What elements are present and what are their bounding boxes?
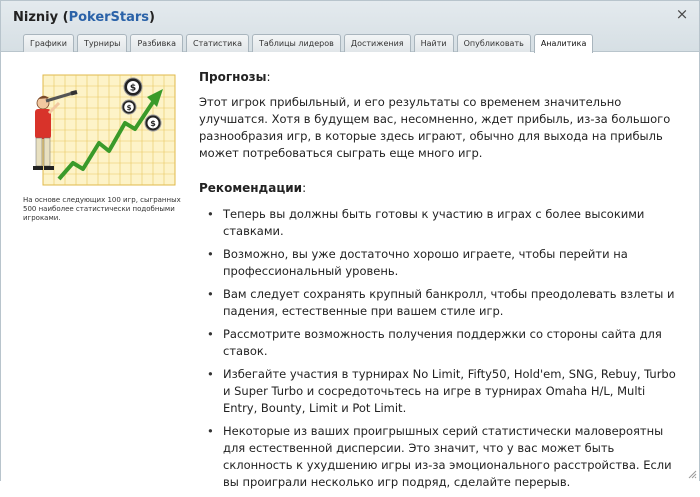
tab-statistics[interactable]: Статистика	[186, 34, 249, 52]
svg-text:$: $	[126, 104, 132, 112]
recommendations-heading-text: Рекомендации	[199, 181, 303, 195]
recommendations-list	[199, 206, 679, 491]
forecast-heading-text: Прогнозы	[199, 70, 267, 84]
forecast-text: Этот игрок прибыльный, и его результаты со временем значительно улучшатся. Хотя в будущем вас, несомненно, ждет прибыль, из-за большого разнообразия игр, в которые здесь играют, обычно для выхода на прибыль может потребоваться сыграть еще много игр.	[199, 95, 671, 160]
tab-publish[interactable]: Опубликовать	[457, 34, 531, 52]
svg-text:$: $	[129, 83, 137, 94]
dollar-coin-icon	[145, 115, 161, 131]
window-title	[13, 10, 155, 25]
tab-leaderboards[interactable]: Таблицы лидеров	[252, 34, 341, 52]
analytics-content	[1, 53, 699, 489]
tab-tournaments[interactable]: Турниры	[77, 34, 128, 52]
recommendations-heading-colon: :	[302, 181, 307, 195]
tab-achievements[interactable]: Достижения	[344, 34, 411, 52]
recommendation-item: • Теперь вы должны быть готовы к участию в играх с более высокими ставками.	[207, 206, 679, 240]
analysis-text	[199, 67, 679, 497]
close-icon[interactable]: ×	[675, 5, 689, 23]
tab-find[interactable]: Найти	[414, 34, 454, 52]
tab-bar	[23, 34, 593, 53]
forecast-heading	[199, 67, 679, 87]
illustration-caption: На основе следующих 100 игр, сыгранных 500 наиболее статистически подобными игроками.	[23, 196, 181, 222]
title-paren-open: (	[58, 10, 69, 25]
tab-analytics[interactable]: Аналитика	[534, 34, 594, 53]
recommendations-heading	[199, 178, 679, 198]
svg-text:$: $	[150, 119, 156, 128]
dollar-coin-icon	[124, 78, 142, 96]
recommendation-item: • Вам следует сохранять крупный банкролл, чтобы преодолевать взлеты и падения, естественные при вашем стиле игр.	[207, 286, 679, 320]
site-link[interactable]: PokerStars	[68, 10, 150, 25]
title-paren-close: )	[149, 10, 155, 25]
recommendation-item: • Некоторые из ваших проигрышных серий статистически маловероятны для естественной дисперсии. Это значит, что у вас может быть склонность к ухудшению игры из-за эмоционального расстройства. Если вы проиграли несколько игр подряд, сделайте перерыв.	[207, 423, 679, 491]
recommendation-item: • Избегайте участия в турнирах No Limit, Fifty50, Hold'em, SNG, Rebuy, Turbo и Super Turbo и сосредоточьтесь на игре в турнирах Omaha H/L, Multi Entry, Bounty, Limit и Pot Limit.	[207, 366, 679, 417]
title-bar	[1, 1, 699, 52]
tab-charts[interactable]: Графики	[23, 34, 74, 52]
forecast-heading-colon: :	[266, 70, 271, 84]
profit-growth-illustration	[29, 71, 179, 191]
resize-grip-icon[interactable]	[687, 469, 697, 479]
tab-breakdown[interactable]: Разбивка	[130, 34, 183, 52]
dollar-coin-icon	[122, 100, 136, 114]
recommendation-item: • Рассмотрите возможность получения поддержки со стороны сайта для ставок.	[207, 326, 679, 360]
player-name: Nizniy	[13, 10, 59, 25]
recommendation-item: • Возможно, вы уже достаточно хорошо играете, чтобы перейти на профессиональный уровень.	[207, 246, 679, 280]
